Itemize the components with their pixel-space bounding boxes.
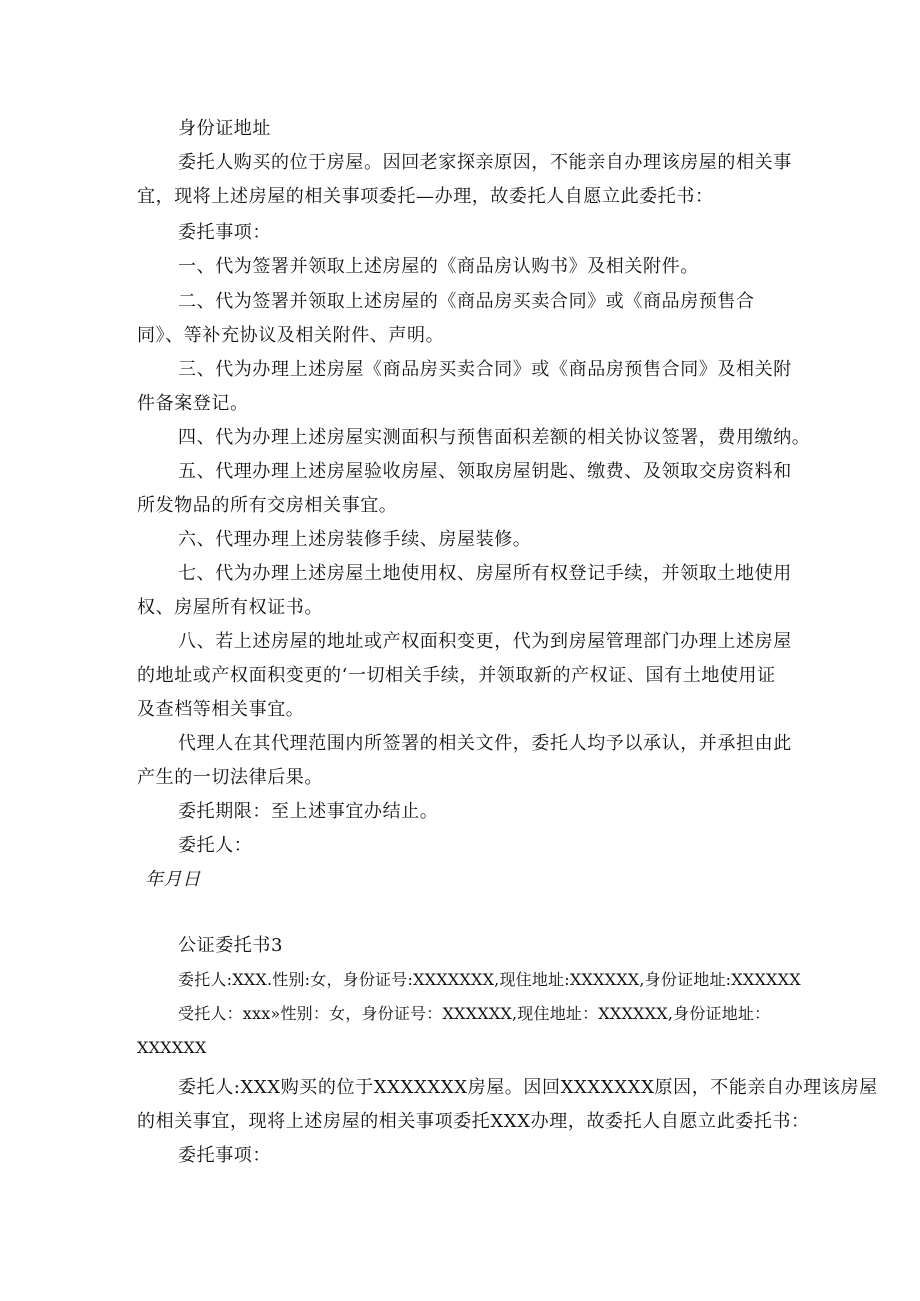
text-line: 六、代理办理上述房装修手续、房屋装修。	[178, 529, 532, 550]
text-line: 产生的一切法律后果。	[137, 767, 323, 788]
text-line: 件备案登记。	[137, 393, 249, 414]
text-line: 宜，现将上述房屋的相关事项委托—办理，故委托人自愿立此委托书：	[137, 186, 714, 207]
text-line: 所发物品的所有交房相关事宜。	[137, 495, 398, 516]
text-line: 八、若上述房屋的地址或产权面积变更，代为到房屋管理部门办理上述房屋	[178, 631, 792, 652]
text-line: 委托人：	[178, 835, 253, 856]
text-line: 一、代为签署并领取上述房屋的《商品房认购书》及相关附件。	[178, 256, 699, 277]
text-line: 委托期限：至上述事宜办结止。	[178, 801, 439, 822]
text-line: 二、代为签署并领取上述房屋的《商品房买卖合同》或《商品房预售合	[178, 291, 755, 312]
text-line: 受托人：xxx»性别：女，身份证号：XXXXXX,现住地址：XXXXXX,身份证地址：	[178, 1004, 771, 1023]
text-line: 的相关事宜，现将上述房屋的相关事项委托XXX办理，故委托人自愿立此委托书：	[137, 1111, 810, 1132]
text-line: 四、代为办理上述房屋实测面积与预售面积差额的相关协议签署，费用缴纳。	[178, 427, 811, 448]
text-line: 的地址或产权面积变更的‘一切相关手续，并领取新的产权证、国有土地使用证	[137, 665, 776, 686]
text-line: 五、代理办理上述房屋验收房屋、领取房屋钥匙、缴费、及领取交房资料和	[178, 461, 792, 482]
date-line: 年月日	[145, 869, 201, 890]
text-line: 同》、等补充协议及相关附件、声明。	[137, 325, 445, 346]
text-line: 七、代为办理上述房屋土地使用权、房屋所有权登记手续，并领取土地使用	[178, 563, 792, 584]
text-line: 委托人购买的位于房屋。因回老家探亲原因，不能亲自办理该房屋的相关事	[178, 152, 792, 173]
text-line: 委托人:XXX.性别:女，身份证号:XXXXXXX,现住地址:XXXXXX,身份证地址:XXXXXX	[178, 970, 801, 989]
text-line: 权、房屋所有权证书。	[137, 597, 323, 618]
text-line: 代理人在其代理范围内所签署的相关文件，委托人均予以承认，并承担由此	[178, 733, 792, 754]
section-title: 公证委托书3	[178, 935, 284, 956]
text-line: XXXXXX	[137, 1038, 207, 1057]
text-line: 委托事项：	[178, 222, 271, 243]
text-line: 委托事项：	[178, 1145, 271, 1166]
text-line: 身份证地址	[178, 118, 271, 139]
text-line: 委托人:XXX购买的位于XXXXXXX房屋。因回XXXXXXX原因，不能亲自办理该房屋	[178, 1077, 878, 1098]
text-line: 三、代为办理上述房屋《商品房买卖合同》或《商品房预售合同》及相关附	[178, 359, 792, 380]
text-line: 及查档等相关事宜。	[137, 699, 305, 720]
